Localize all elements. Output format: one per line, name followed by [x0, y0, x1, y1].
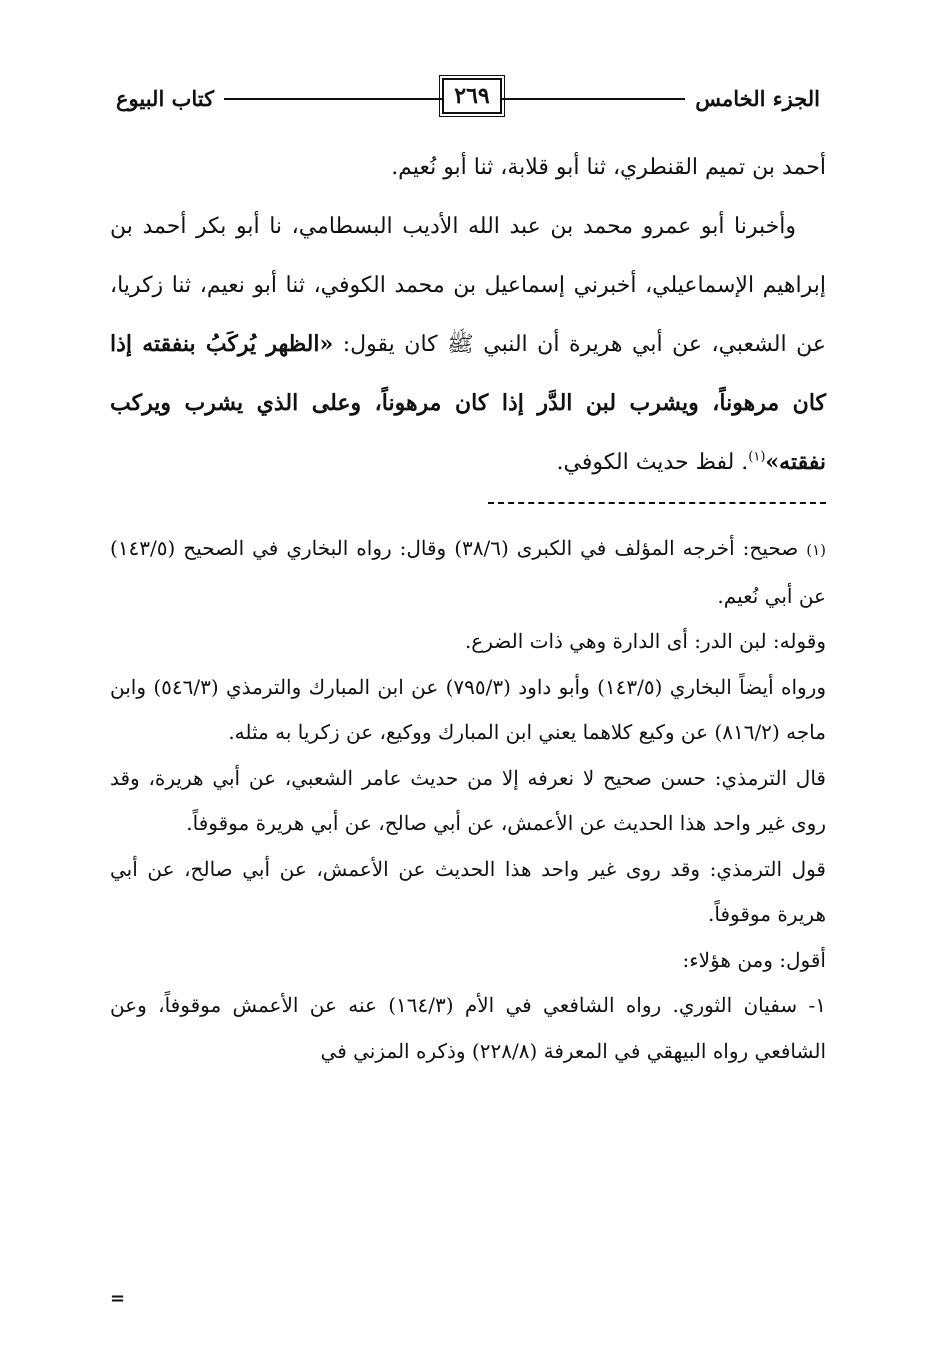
footnote-1: [110, 526, 826, 619]
hadith-quote: «الظهر يُركَبُ بنفقته إذا كان مرهوناً، ويشرب لبن الدَّر إذا كان مرهوناً، وعلى الذي يشرب ويركب نفقته»: [110, 331, 826, 475]
main-paragraph-end: . لفظ حديث الكوفي.: [556, 450, 749, 475]
book-page: [110, 72, 827, 1309]
footnote-para-2: وقوله: لبن الدر: أى الدارة وهي ذات الضرع.: [464, 629, 826, 653]
footnote-ref: (١): [748, 449, 766, 465]
footnote-1-text: صحيح: أخرجه المؤلف في الكبرى (٣٨/٦) وقال: رواه البخاري في الصحيح (١٤٣/٥) عن أبي نُعيم.: [110, 536, 826, 608]
page-number: ٢٦٩: [442, 78, 502, 114]
footnote-para-4: قال الترمذي: حسن صحيح لا نعرفه إلا من حديث عامر الشعبي، عن أبي هريرة، وقد روى غير واحد هذا الحديث عن الأعمش، عن أبي صالح، عن أبي هريرة موقوفاً.: [110, 765, 826, 835]
footnote-para-6: أقول: ومن هؤلاء:: [682, 947, 826, 972]
footnotes: [110, 526, 826, 1074]
main-paragraph-2: [110, 197, 826, 492]
footnote-para-7: ١- سفيان الثوري. رواه الشافعي في الأم (١٦٤/٣) عنه عن الأعمش موقوفاً، وعن الشافعي رواه البيهقي في المعرفة (٢٢٨/٨) وذكره المزني في: [110, 993, 826, 1063]
main-text: [110, 138, 826, 492]
footnote-marker: (١): [806, 541, 827, 559]
book-title: كتاب البيوع: [110, 86, 224, 111]
running-header: [110, 72, 826, 124]
main-line-1: أحمد بن تميم القنطري، ثنا أبو قلابة، ثنا أبو نُعيم.: [391, 155, 826, 180]
footnote-para-5: قول الترمذي: وقد روى غير واحد هذا الحديث عن الأعمش، عن أبي صالح، عن أبي هريرة موقوفاً.: [110, 856, 826, 926]
continuation-mark: =: [110, 1288, 126, 1309]
isnad-text: وأخبرنا أبو عمرو محمد بن عبد الله الأديب البسطامي، نا أبو بكر أحمد بن إبراهيم الإسماعيلي، أخبرني إسماعيل بن محمد الكوفي، ثنا أبو نعيم، ثنا زكريا، عن الشعبي، عن أبي هريرة أن النبي ﷺ كان يقول:: [110, 214, 826, 357]
footnote-para-3: ورواه أيضاً البخاري (١٤٣/٥) وأبو داود (٧٩٥/٣) عن ابن المبارك والترمذي (٥٤٦/٣) وابن ماجه (٨١٦/٢) عن وكيع كلاهما يعني ابن المبارك ووكيع، عن زكريا به مثله.: [110, 674, 826, 744]
volume-title: الجزء الخامس: [685, 86, 826, 111]
footnote-separator: [488, 502, 826, 504]
